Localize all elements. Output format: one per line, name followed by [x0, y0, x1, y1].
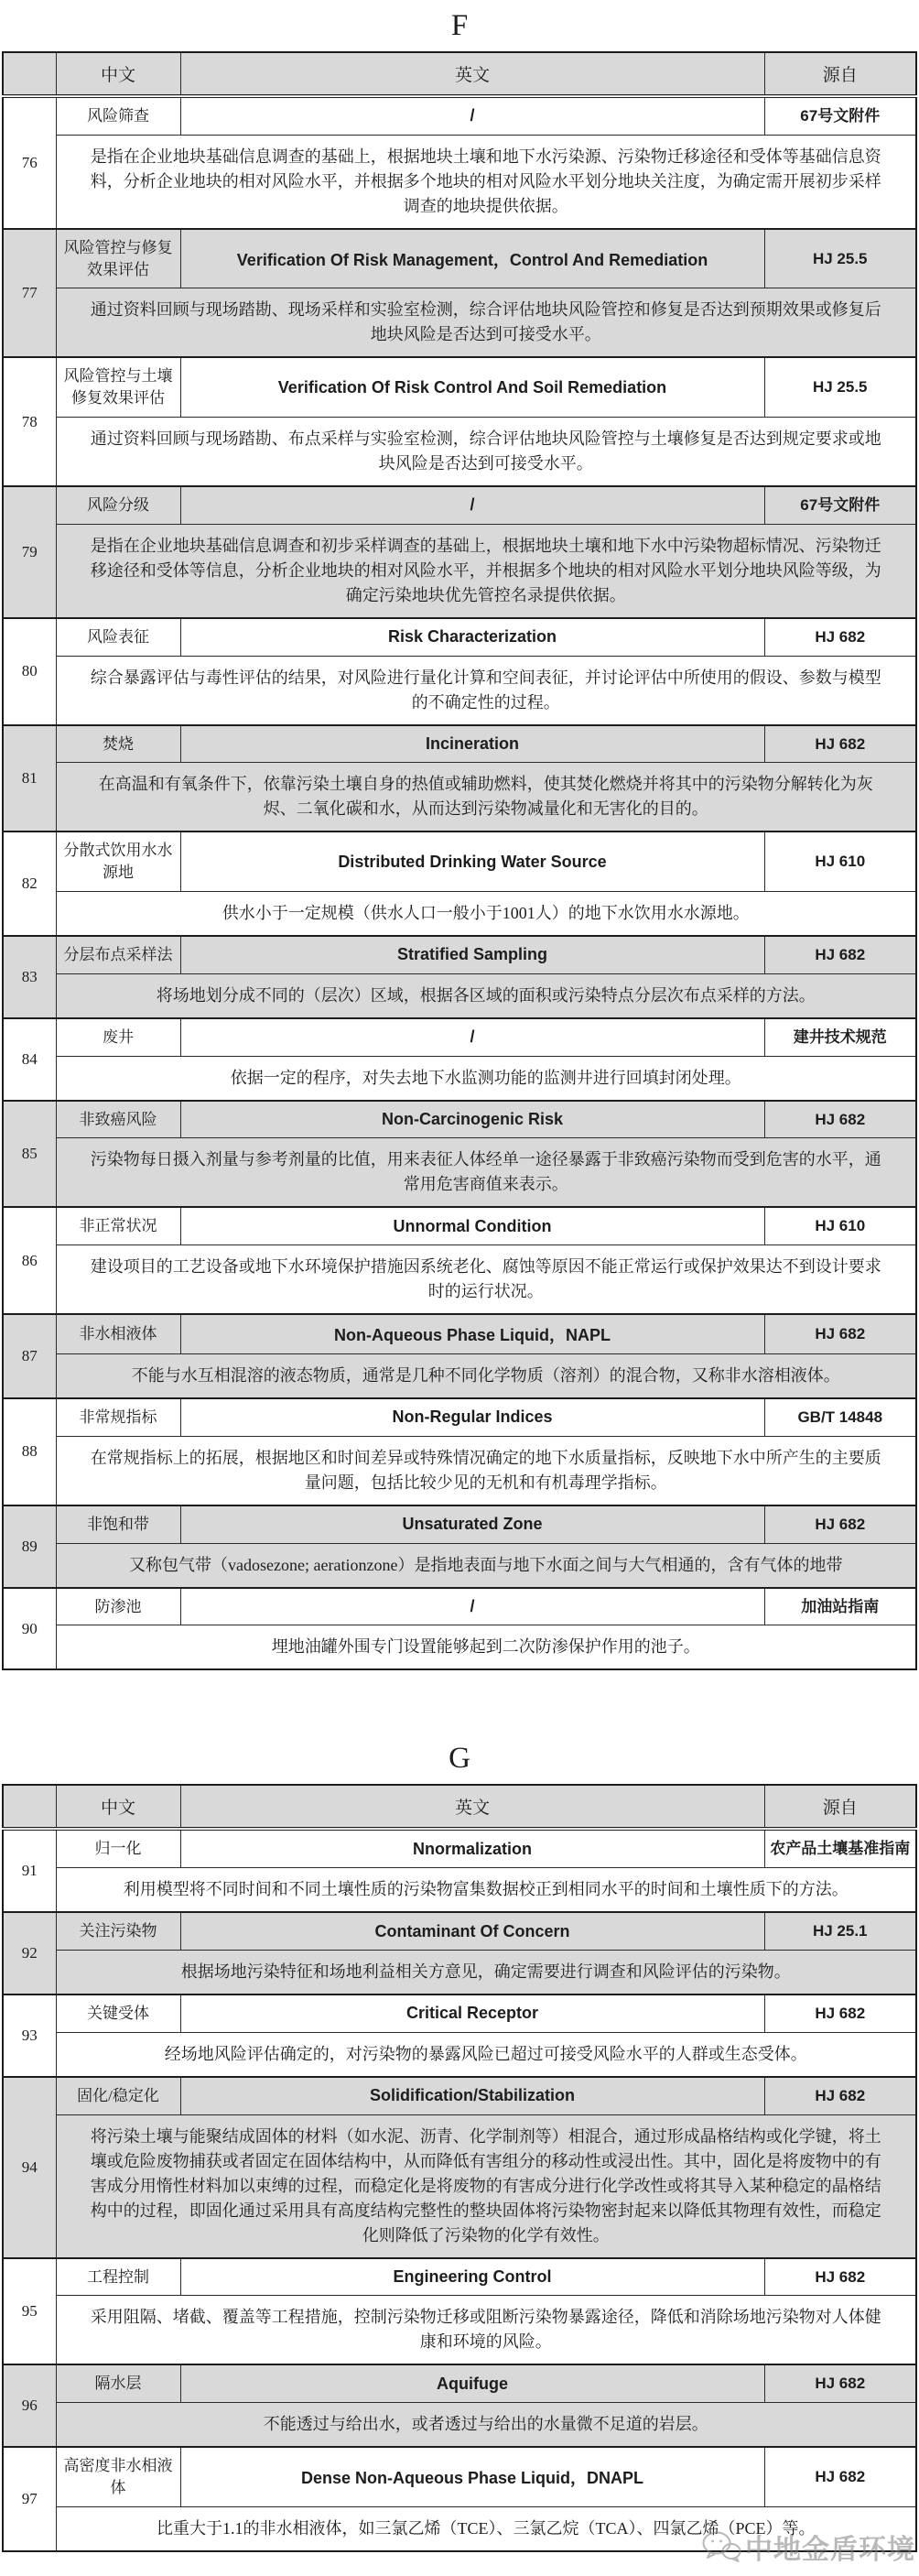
term-source: 67号文附件: [764, 486, 916, 524]
term-english: Unsaturated Zone: [180, 1505, 764, 1543]
glossary-entry-definition-row: [3, 2114, 916, 2258]
term-source: 67号文附件: [764, 96, 916, 135]
term-definition: 通过资料回顾与现场踏勘、现场采样和实验室检测，综合评估地块风险管控和修复是否达到预期效果或修复后地块风险是否达到可接受水平。: [56, 288, 916, 358]
section-title-f: F: [450, 9, 469, 42]
glossary-entry-definition-row: [3, 1543, 916, 1588]
table-body-f: [3, 96, 916, 1670]
row-number: 84: [3, 1018, 56, 1101]
glossary-entry-term-row: [3, 1912, 916, 1950]
term-chinese: 非常规指标: [56, 1398, 180, 1436]
row-number: 86: [3, 1207, 56, 1314]
term-chinese: 风险管控与土壤修复效果评估: [56, 357, 180, 417]
term-source: HJ 682: [764, 1101, 916, 1138]
glossary-entry-definition-row: [3, 1138, 916, 1208]
term-chinese: 防渗池: [56, 1588, 180, 1625]
glossary-entry-term-row: [3, 2364, 916, 2402]
glossary-entry-term-row: [3, 96, 916, 135]
term-chinese: 分散式饮用水水源地: [56, 831, 180, 891]
term-chinese: 工程控制: [56, 2258, 180, 2296]
term-source: 加油站指南: [764, 1588, 916, 1625]
term-english: Non-Regular Indices: [180, 1398, 764, 1436]
term-definition: 将污染土壤与能聚结成固体的材料（如水泥、沥青、化学制剂等）相混合，通过形成晶格结构或化学键，将土壤或危险废物捕获或者固定在固体结构中，从而降低有害组分的移动性或浸出性。其中，固化是将废物中的有害成分用惰性材料加以束缚的过程，而稳定化是将废物的有害成分进行化学改性或将其导入某种稳定的晶格结构中的过程，即固化通过采用具有高度结构完整性的整块固体将污染物密封起来以降低其物理有效性，而稳定化则降低了污染物的化学有效性。: [56, 2114, 916, 2258]
term-definition: 是指在企业地块基础信息调查和初步采样调查的基础上，根据地块土壤和地下水中污染物超标情况、污染物迁移途径和受体等信息，分析企业地块的相对风险水平，并根据多个地块的相对风险水平划分地块风险等级，为确定污染地块优先管控名录提供依据。: [56, 524, 916, 618]
term-english: Non-Aqueous Phase Liquid，NAPL: [180, 1314, 764, 1354]
row-number: 95: [3, 2258, 56, 2365]
glossary-entry-term-row: [3, 1207, 916, 1245]
term-source: HJ 682: [764, 2258, 916, 2296]
row-number: 92: [3, 1912, 56, 1994]
header-cell-source: 源自: [764, 1785, 916, 1829]
term-english: Contaminant Of Concern: [180, 1912, 764, 1950]
watermark-text: 中地金盾环境: [745, 2534, 915, 2565]
glossary-entry-definition-row: [3, 656, 916, 725]
term-definition: 在常规指标上的拓展，根据地区和时间差异或特殊情况确定的地下水质量指标，反映地下水中所产生的主要质量问题，包括比较少见的无机和有机毒理学指标。: [56, 1436, 916, 1505]
term-english: /: [180, 1588, 764, 1625]
header-cell-chinese: 中文: [56, 1785, 180, 1829]
glossary-entry-term-row: [3, 1018, 916, 1056]
term-definition: 又称包气带（vadosezone; aerationzone）是指地表面与地下水面之间与大气相通的，含有气体的地带: [56, 1543, 916, 1588]
glossary-entry-term-row: [3, 229, 916, 288]
header-row: [3, 1785, 916, 1829]
glossary-entry-term-row: [3, 486, 916, 524]
term-definition: 依据一定的程序，对失去地下水监测功能的监测井进行回填封闭处理。: [56, 1056, 916, 1101]
row-number: 97: [3, 2447, 56, 2551]
term-chinese: 归一化: [56, 1829, 180, 1867]
term-chinese: 非致癌风险: [56, 1101, 180, 1138]
term-source: HJ 25.5: [764, 357, 916, 417]
term-chinese: 废井: [56, 1018, 180, 1056]
glossary-entry-term-row: [3, 1101, 916, 1138]
header-cell-empty: [3, 52, 56, 96]
term-definition: 通过资料回顾与现场踏勘、布点采样与实验室检测，综合评估地块风险管控与土壤修复是否达到规定要求或地块风险是否达到可接受水平。: [56, 417, 916, 486]
term-source: HJ 682: [764, 1505, 916, 1543]
term-chinese: 非水相液体: [56, 1314, 180, 1354]
glossary-entry-term-row: [3, 1314, 916, 1354]
term-chinese: 关键受体: [56, 1994, 180, 2032]
term-definition: 建设项目的工艺设备或地下水环境保护措施因系统老化、腐蚀等原因不能正常运行或保护效果达不到设计要求时的运行状况。: [56, 1245, 916, 1315]
term-english: Dense Non-Aqueous Phase Liquid，DNAPL: [180, 2447, 764, 2506]
glossary-entry-definition-row: [3, 288, 916, 358]
row-number: 93: [3, 1994, 56, 2077]
glossary-entry-definition-row: [3, 1868, 916, 1913]
row-number: 90: [3, 1588, 56, 1670]
row-number: 88: [3, 1398, 56, 1505]
table-header-f: [3, 52, 916, 96]
glossary-entry-definition-row: [3, 1354, 916, 1399]
header-cell-english: 英文: [180, 52, 764, 96]
glossary-entry-term-row: [3, 2077, 916, 2114]
term-chinese: 固化/稳定化: [56, 2077, 180, 2114]
row-number: 80: [3, 618, 56, 725]
glossary-table-g: [2, 1784, 917, 2551]
term-definition: 根据场地污染特征和场地利益相关方意见，确定需要进行调查和风险评估的污染物。: [56, 1951, 916, 1995]
term-definition: 利用模型将不同时间和不同土壤性质的污染物富集数据校正到相同水平的时间和土壤性质下的方法。: [56, 1868, 916, 1913]
term-english: Aquifuge: [180, 2364, 764, 2402]
glossary-entry-definition-row: [3, 2032, 916, 2077]
row-number: 87: [3, 1314, 56, 1398]
row-number: 96: [3, 2364, 56, 2447]
term-english: Verification Of Risk Management，Control And Remediation: [180, 229, 764, 288]
section-title-g: G: [449, 1742, 470, 1776]
term-definition: 不能透过与给出水，或者透过与给出的水量微不足道的岩层。: [56, 2403, 916, 2448]
glossary-entry-definition-row: [3, 2506, 916, 2551]
row-number: 79: [3, 486, 56, 618]
term-chinese: 高密度非水相液体: [56, 2447, 180, 2506]
term-chinese: 风险管控与修复效果评估: [56, 229, 180, 288]
glossary-entry-definition-row: [3, 2296, 916, 2365]
glossary-entry-term-row: [3, 1588, 916, 1625]
term-definition: 在高温和有氧条件下，依靠污染土壤自身的热值或辅助燃料，使其焚化燃烧并将其中的污染物分解转化为灰烬、二氧化碳和水，从而达到污染物减量化和无害化的目的。: [56, 763, 916, 832]
glossary-entry-term-row: [3, 1398, 916, 1436]
term-english: /: [180, 486, 764, 524]
row-number: 76: [3, 96, 56, 229]
term-chinese: 非正常状况: [56, 1207, 180, 1245]
term-chinese: 风险表征: [56, 618, 180, 656]
header-cell-source: 源自: [764, 52, 916, 96]
term-source: 建井技术规范: [764, 1018, 916, 1056]
row-number: 91: [3, 1829, 56, 1912]
glossary-entry-definition-row: [3, 1245, 916, 1315]
term-chinese: 风险分级: [56, 486, 180, 524]
row-number: 77: [3, 229, 56, 358]
term-definition: 综合暴露评估与毒性评估的结果，对风险进行量化计算和空间表征，并讨论评估中所使用的假设、参数与模型的不确定性的过程。: [56, 656, 916, 725]
glossary-entry-term-row: [3, 831, 916, 891]
term-english: Verification Of Risk Control And Soil Remediation: [180, 357, 764, 417]
glossary-entry-definition-row: [3, 1625, 916, 1670]
glossary-entry-definition-row: [3, 1951, 916, 1995]
glossary-entry-definition-row: [3, 1436, 916, 1505]
glossary-section-f: [0, 9, 919, 1670]
term-source: 农产品土壤基准指南: [764, 1829, 916, 1867]
term-definition: 比重大于1.1的非水相液体，如三氯乙烯（TCE）、三氯乙烷（TCA）、四氯乙烯（PCE）等。: [56, 2506, 916, 2551]
glossary-entry-term-row: [3, 725, 916, 763]
term-chinese: 风险筛查: [56, 96, 180, 135]
term-definition: 污染物每日摄入剂量与参考剂量的比值，用来表征人体经单一途径暴露于非致癌污染物而受到危害的水平，通常用危害商值来表示。: [56, 1138, 916, 1208]
term-definition: 经场地风险评估确定的，对污染物的暴露风险已超过可接受风险水平的人群或生态受体。: [56, 2032, 916, 2077]
glossary-entry-term-row: [3, 1829, 916, 1867]
glossary-entry-term-row: [3, 1994, 916, 2032]
glossary-entry-term-row: [3, 618, 916, 656]
glossary-entry-definition-row: [3, 524, 916, 618]
row-number: 81: [3, 725, 56, 832]
glossary-table-f: [2, 51, 917, 1671]
term-definition: 将场地划分成不同的（层次）区域，根据各区域的面积或污染特点分层次布点采样的方法。: [56, 973, 916, 1018]
term-english: Incineration: [180, 725, 764, 763]
term-source: HJ 682: [764, 2447, 916, 2506]
term-source: HJ 610: [764, 831, 916, 891]
term-source: HJ 682: [764, 1994, 916, 2032]
term-source: HJ 682: [764, 725, 916, 763]
row-number: 94: [3, 2077, 56, 2258]
term-chinese: 焚烧: [56, 725, 180, 763]
header-cell-chinese: 中文: [56, 52, 180, 96]
term-english: /: [180, 96, 764, 135]
header-cell-english: 英文: [180, 1785, 764, 1829]
term-english: Non-Carcinogenic Risk: [180, 1101, 764, 1138]
term-source: HJ 682: [764, 2364, 916, 2402]
term-definition: 不能与水互相混溶的液态物质，通常是几种不同化学物质（溶剂）的混合物，又称非水溶相液体。: [56, 1354, 916, 1399]
term-english: Nnormalization: [180, 1829, 764, 1867]
glossary-entry-term-row: [3, 2447, 916, 2506]
term-chinese: 隔水层: [56, 2364, 180, 2402]
term-english: Solidification/Stabilization: [180, 2077, 764, 2114]
header-cell-empty: [3, 1785, 56, 1829]
table-header-g: [3, 1785, 916, 1829]
glossary-entry-definition-row: [3, 891, 916, 936]
term-source: HJ 682: [764, 2077, 916, 2114]
row-number: 78: [3, 357, 56, 486]
glossary-entry-definition-row: [3, 763, 916, 832]
term-chinese: 分层布点采样法: [56, 936, 180, 973]
glossary-entry-definition-row: [3, 417, 916, 486]
term-source: HJ 25.1: [764, 1912, 916, 1950]
term-definition: 埋地油罐外围专门设置能够起到二次防渗保护作用的池子。: [56, 1625, 916, 1670]
term-source: HJ 682: [764, 1314, 916, 1354]
glossary-entry-definition-row: [3, 1056, 916, 1101]
term-chinese: 非饱和带: [56, 1505, 180, 1543]
term-source: HJ 682: [764, 936, 916, 973]
term-english: Stratified Sampling: [180, 936, 764, 973]
glossary-section-g: [0, 1742, 919, 2551]
glossary-entry-term-row: [3, 1505, 916, 1543]
header-row: [3, 52, 916, 96]
row-number: 83: [3, 936, 56, 1018]
glossary-entry-term-row: [3, 357, 916, 417]
term-definition: 供水小于一定规模（供水人口一般小于1001人）的地下水饮用水水源地。: [56, 891, 916, 936]
term-english: /: [180, 1018, 764, 1056]
term-english: Engineering Control: [180, 2258, 764, 2296]
term-source: HJ 682: [764, 618, 916, 656]
term-source: GB/T 14848: [764, 1398, 916, 1436]
term-definition: 采用阻隔、堵截、覆盖等工程措施，控制污染物迁移或阻断污染物暴露途径，降低和消除场地污染物对人体健康和环境的风险。: [56, 2296, 916, 2365]
term-english: Unnormal Condition: [180, 1207, 764, 1245]
table-body-g: [3, 1829, 916, 2550]
glossary-entry-definition-row: [3, 2403, 916, 2448]
term-english: Critical Receptor: [180, 1994, 764, 2032]
glossary-entry-term-row: [3, 936, 916, 973]
term-english: Risk Characterization: [180, 618, 764, 656]
term-chinese: 关注污染物: [56, 1912, 180, 1950]
row-number: 89: [3, 1505, 56, 1588]
term-english: Distributed Drinking Water Source: [180, 831, 764, 891]
row-number: 82: [3, 831, 56, 936]
term-source: HJ 610: [764, 1207, 916, 1245]
term-definition: 是指在企业地块基础信息调查的基础上，根据地块土壤和地下水污染源、污染物迁移途径和受体等基础信息资料，分析企业地块的相对风险水平，并根据多个地块的相对风险水平划分地块关注度，为确定需开展初步采样调查的地块提供依据。: [56, 135, 916, 229]
row-number: 85: [3, 1101, 56, 1208]
term-source: HJ 25.5: [764, 229, 916, 288]
glossary-entry-definition-row: [3, 973, 916, 1018]
glossary-entry-definition-row: [3, 135, 916, 229]
glossary-entry-term-row: [3, 2258, 916, 2296]
